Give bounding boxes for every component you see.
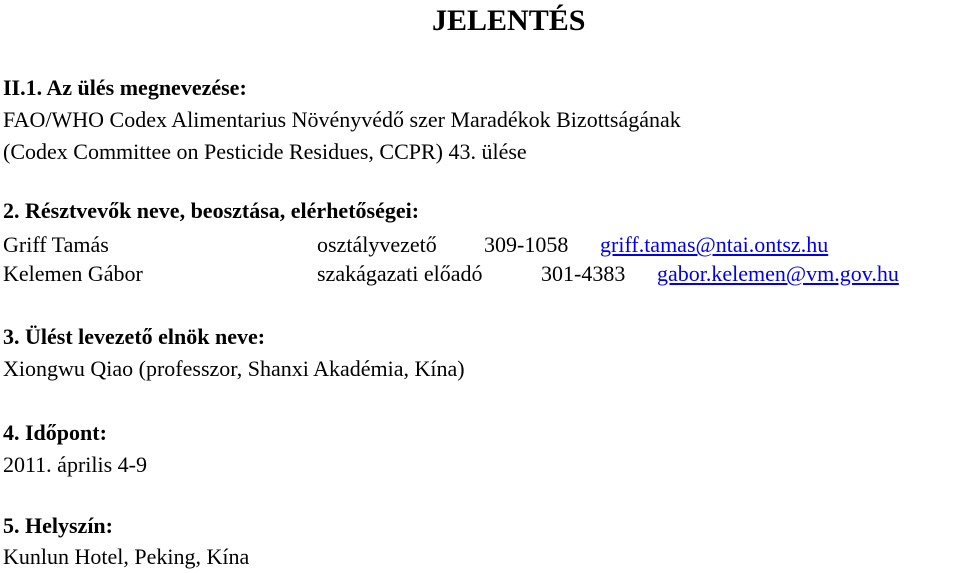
section5-text: Kunlun Hotel, Peking, Kína [3, 544, 250, 569]
section3-heading: 3. Ülést levezető elnök neve: [3, 324, 266, 349]
section3-text: Xiongwu Qiao (professzor, Shanxi Akadémia, Kína) [3, 356, 465, 381]
section4-heading: 4. Időpont: [3, 420, 107, 445]
participant-name: Griff Tamás [3, 232, 109, 257]
participant-phone: 309-1058 [484, 232, 569, 257]
participant-role: szakágazati előadó [317, 261, 483, 286]
participant-role: osztályvezető [317, 232, 437, 257]
report-title: JELENTÉS [432, 4, 586, 37]
section4-text: 2011. április 4-9 [3, 452, 147, 477]
participant-email-link[interactable]: gabor.kelemen@vm.gov.hu [657, 261, 899, 286]
participant-email-link[interactable]: griff.tamas@ntai.ontsz.hu [600, 232, 829, 257]
participant-name: Kelemen Gábor [3, 261, 143, 286]
section1-line1: FAO/WHO Codex Alimentarius Növényvédő szer Maradékok Bizottságának [3, 107, 681, 132]
section5-heading: 5. Helyszín: [3, 513, 113, 538]
participant-phone: 301-4383 [541, 261, 626, 286]
section2-heading: 2. Résztvevők neve, beosztása, elérhetőségei: [3, 198, 420, 223]
section1-heading: II.1. Az ülés megnevezése: [3, 75, 247, 100]
section1-line2: (Codex Committee on Pesticide Residues, CCPR) 43. ülése [3, 139, 527, 164]
